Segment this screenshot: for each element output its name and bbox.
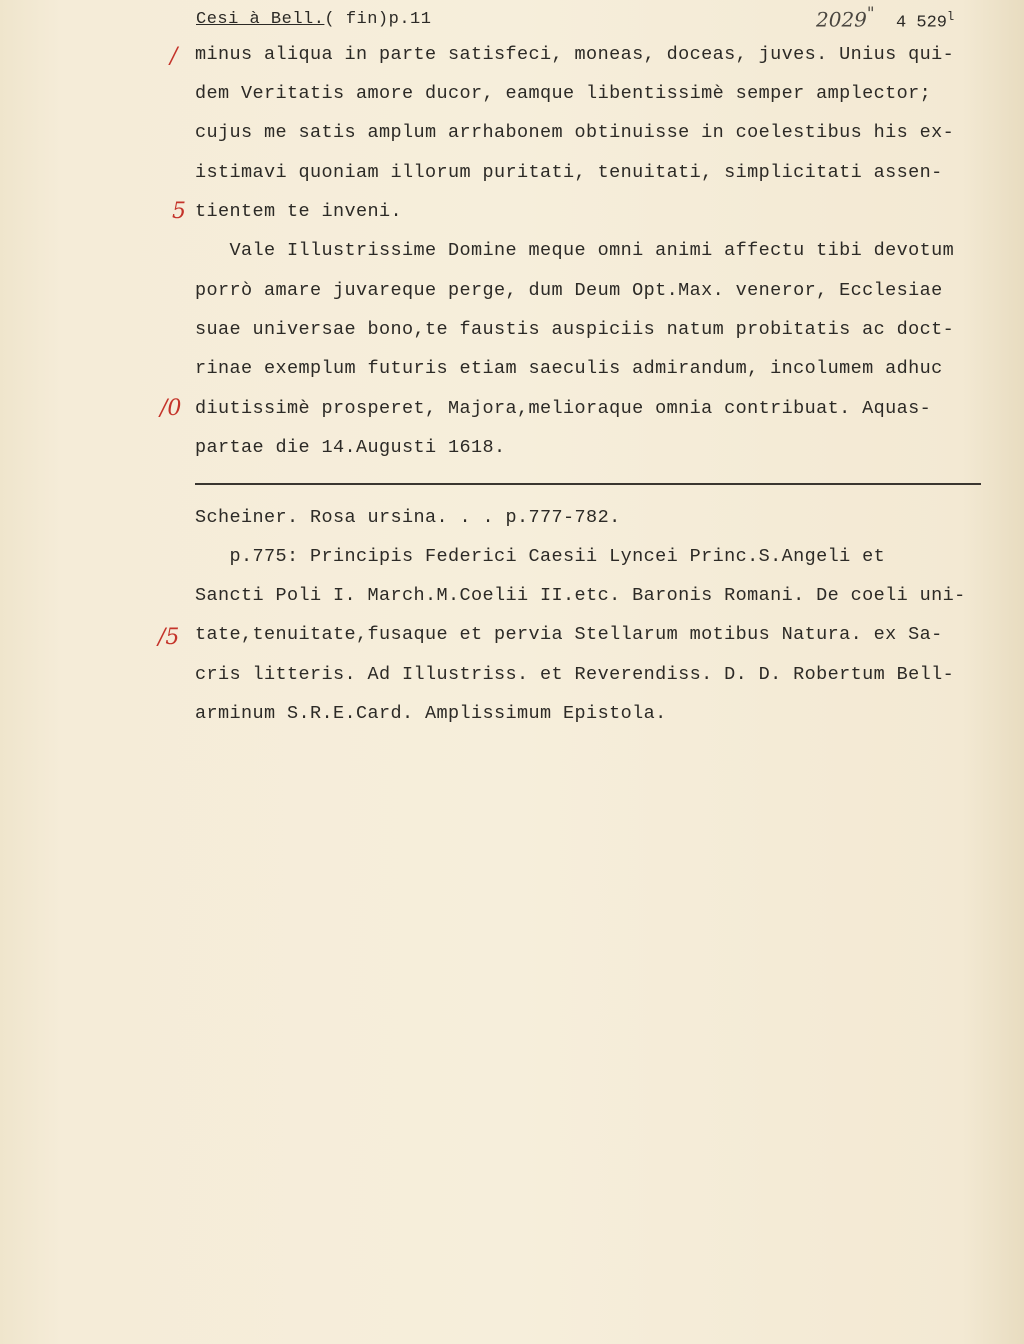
letter-line: istimavi quoniam illorum puritati, tenuitati, simplicitati assen- [195, 162, 943, 183]
note-line: tate,tenuitate,fusaque et pervia Stellarum motibus Natura. ex Sa- [195, 624, 943, 645]
letter-line: Vale Illustrissime Domine meque omni animi affectu tibi devotum [195, 240, 955, 261]
letter-line: minus aliqua in parte satisfeci, moneas, doceas, juves. Unius qui- [195, 44, 955, 65]
margin-line-number-15: /5 [158, 625, 180, 650]
letter-line: porrò amare juvareque perge, dum Deum Opt.Max. veneror, Ecclesiae [195, 280, 943, 301]
letter-line: tientem te inveni. [195, 201, 403, 222]
letter-line: dem Veritatis amore ducor, eamque libentissimè semper amplector; [195, 83, 932, 104]
page-number [896, 10, 954, 33]
header-title-underlined: Cesi à Bell. [196, 10, 325, 29]
note-line: Scheiner. Rosa ursina. . . p.777-782. [195, 507, 621, 528]
letter-line: suae universae bono,te faustis auspiciis natum probitatis ac doct- [195, 319, 955, 340]
header-title-rest: ( fin)p.11 [324, 10, 432, 29]
letter-line: cujus me satis amplum arrhabonem obtinuisse in coelestibus his ex- [195, 122, 955, 143]
note-line: p.775: Principis Federici Caesii Lyncei Princ.S.Angeli et [195, 546, 886, 567]
header-title [196, 10, 431, 29]
handwritten-number-mark: " [866, 4, 875, 23]
letter-line: diutissimè prosperet, Majora,melioraque omnia contribuat. Aquas- [195, 398, 932, 419]
handwritten-number [816, 4, 875, 32]
margin-line-number-1: / [170, 44, 178, 69]
handwritten-number-text: 2029 [816, 7, 867, 32]
page-number-text: 4 529 [896, 13, 948, 33]
note-line: Sancti Poli I. March.M.Coelii II.etc. Baronis Romani. De coeli uni- [195, 585, 966, 606]
page-header [196, 4, 976, 40]
section-divider [195, 483, 981, 485]
page-number-mark: l [947, 10, 955, 24]
note-line: arminum S.R.E.Card. Amplissimum Epistola. [195, 703, 667, 724]
margin-line-number-5: 5 [172, 199, 186, 224]
note-line: cris litteris. Ad Illustriss. et Reverendiss. D. D. Robertum Bell- [195, 664, 955, 685]
letter-line: partae die 14.Augusti 1618. [195, 437, 506, 458]
letter-line: rinae exemplum futuris etiam saeculis admirandum, incolumem adhuc [195, 358, 943, 379]
margin-line-number-10: /0 [160, 396, 182, 421]
